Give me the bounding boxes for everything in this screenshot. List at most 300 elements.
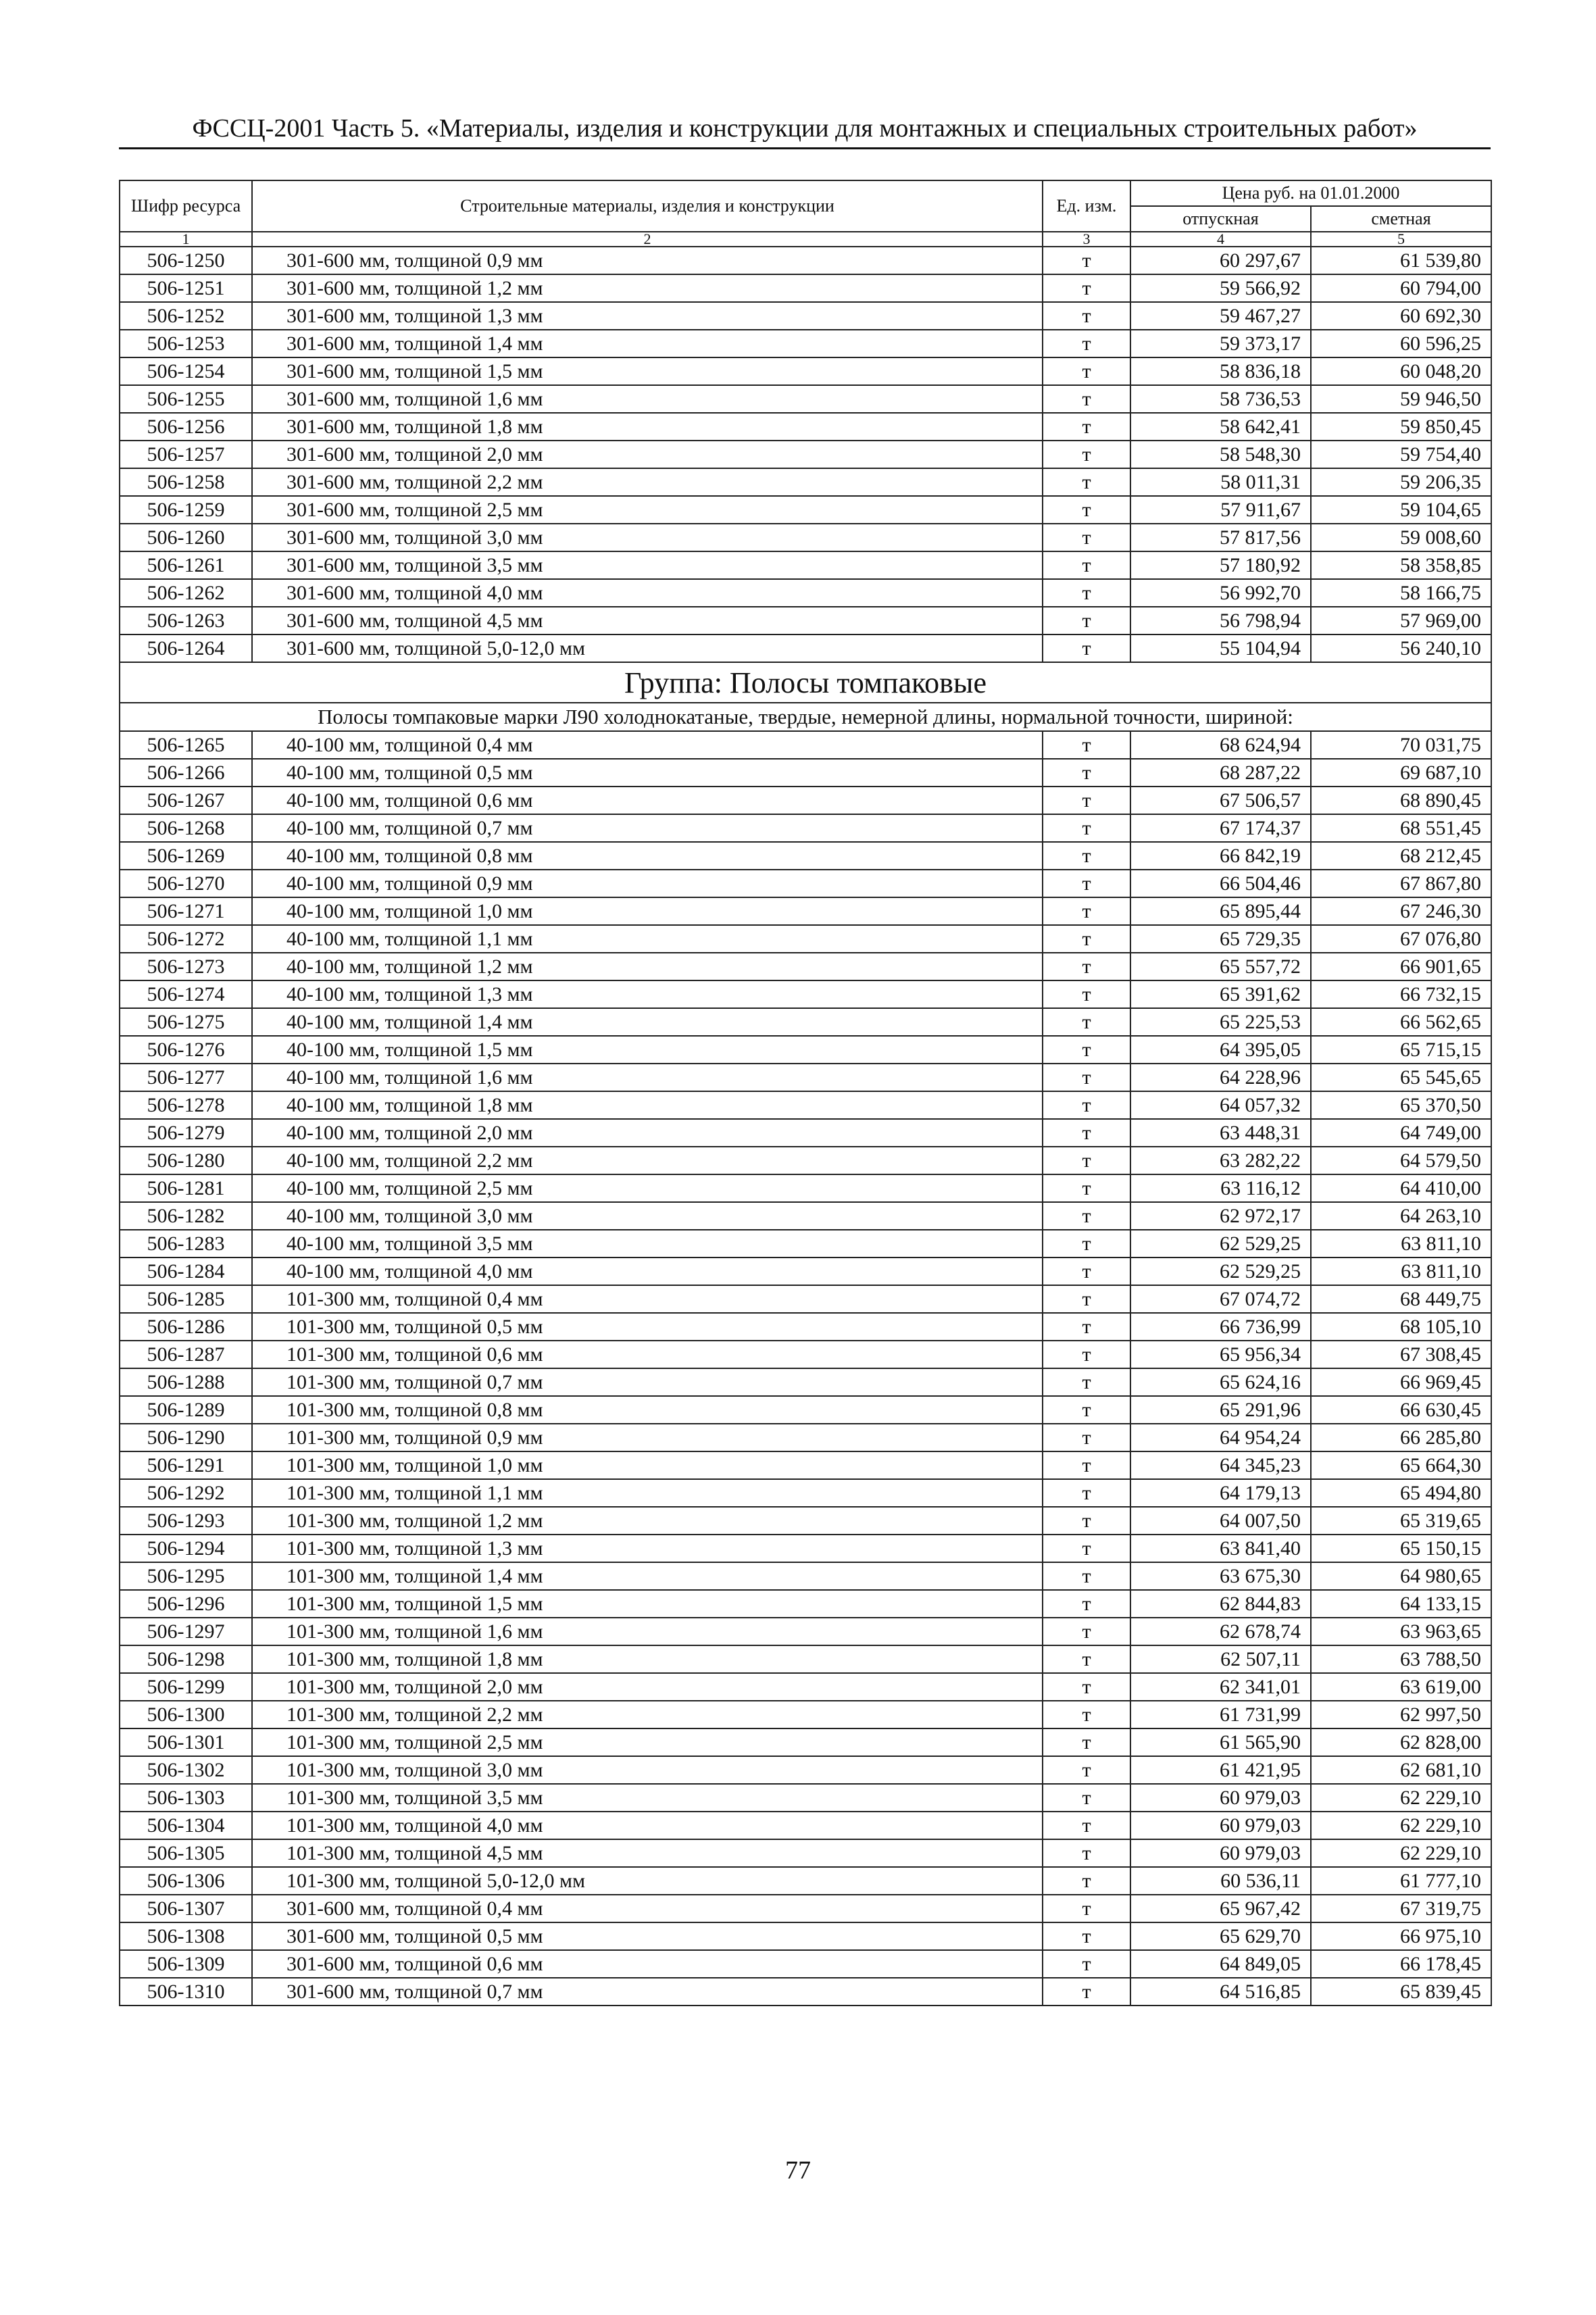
price-estimate: 63 963,65 [1311, 1618, 1491, 1645]
material-name: 101-300 мм, толщиной 1,5 мм [252, 1590, 1043, 1618]
resource-code: 506-1283 [120, 1230, 252, 1258]
unit: т [1043, 1230, 1130, 1258]
col-number: 2 [252, 232, 1043, 247]
resource-code: 506-1255 [120, 385, 252, 413]
material-name: 301-600 мм, толщиной 3,5 мм [252, 551, 1043, 579]
price-release: 62 529,25 [1130, 1258, 1311, 1285]
price-release: 62 678,74 [1130, 1618, 1311, 1645]
resource-code: 506-1310 [120, 1978, 252, 2006]
material-name: 101-300 мм, толщиной 1,1 мм [252, 1479, 1043, 1507]
resource-code: 506-1268 [120, 814, 252, 842]
price-estimate: 67 308,45 [1311, 1341, 1491, 1368]
unit: т [1043, 302, 1130, 330]
resource-code: 506-1271 [120, 897, 252, 925]
price-release: 59 566,92 [1130, 274, 1311, 302]
table-row [120, 897, 1491, 925]
price-release: 64 954,24 [1130, 1424, 1311, 1451]
table-row [120, 634, 1491, 662]
material-name: 40-100 мм, толщиной 2,5 мм [252, 1174, 1043, 1202]
price-estimate: 61 777,10 [1311, 1867, 1491, 1895]
material-name: 101-300 мм, толщиной 1,2 мм [252, 1507, 1043, 1535]
material-name: 301-600 мм, толщиной 3,0 мм [252, 524, 1043, 551]
price-estimate: 65 545,65 [1311, 1064, 1491, 1091]
resource-code: 506-1253 [120, 330, 252, 357]
unit: т [1043, 1895, 1130, 1922]
unit: т [1043, 1451, 1130, 1479]
table-row [120, 1535, 1491, 1562]
table-row [120, 274, 1491, 302]
material-name: 301-600 мм, толщиной 1,5 мм [252, 357, 1043, 385]
resource-code: 506-1285 [120, 1285, 252, 1313]
price-estimate: 57 969,00 [1311, 607, 1491, 634]
resource-code: 506-1309 [120, 1950, 252, 1978]
table-row [120, 302, 1491, 330]
unit: т [1043, 607, 1130, 634]
price-estimate: 66 178,45 [1311, 1950, 1491, 1978]
resource-code: 506-1261 [120, 551, 252, 579]
resource-code: 506-1296 [120, 1590, 252, 1618]
price-release: 65 291,96 [1130, 1396, 1311, 1424]
unit: т [1043, 1396, 1130, 1424]
material-name: 301-600 мм, толщиной 1,8 мм [252, 413, 1043, 441]
price-estimate: 67 076,80 [1311, 925, 1491, 953]
resource-code: 506-1307 [120, 1895, 252, 1922]
price-estimate: 66 562,65 [1311, 1008, 1491, 1036]
table-row [120, 787, 1491, 814]
price-release: 64 007,50 [1130, 1507, 1311, 1535]
unit: т [1043, 274, 1130, 302]
material-name: 101-300 мм, толщиной 0,7 мм [252, 1368, 1043, 1396]
table-row [120, 1922, 1491, 1950]
resource-code: 506-1308 [120, 1922, 252, 1950]
resource-code: 506-1267 [120, 787, 252, 814]
resource-code: 506-1252 [120, 302, 252, 330]
material-name: 40-100 мм, толщиной 0,9 мм [252, 870, 1043, 897]
resource-code: 506-1269 [120, 842, 252, 870]
price-estimate: 63 811,10 [1311, 1230, 1491, 1258]
table-row [120, 1064, 1491, 1091]
unit: т [1043, 1756, 1130, 1784]
price-estimate: 59 946,50 [1311, 385, 1491, 413]
price-release: 64 179,13 [1130, 1479, 1311, 1507]
resource-code: 506-1297 [120, 1618, 252, 1645]
resource-code: 506-1305 [120, 1839, 252, 1867]
price-release: 61 565,90 [1130, 1728, 1311, 1756]
material-name: 301-600 мм, толщиной 0,6 мм [252, 1950, 1043, 1978]
price-release: 61 731,99 [1130, 1701, 1311, 1728]
table-row [120, 1147, 1491, 1174]
unit: т [1043, 1174, 1130, 1202]
material-name: 40-100 мм, толщиной 1,5 мм [252, 1036, 1043, 1064]
table-body-top [120, 247, 1491, 662]
table-row [120, 607, 1491, 634]
material-name: 40-100 мм, толщиной 1,8 мм [252, 1091, 1043, 1119]
price-release: 64 228,96 [1130, 1064, 1311, 1091]
resource-code: 506-1265 [120, 731, 252, 759]
resource-code: 506-1302 [120, 1756, 252, 1784]
table-row [120, 1313, 1491, 1341]
unit: т [1043, 413, 1130, 441]
price-release: 65 629,70 [1130, 1922, 1311, 1950]
unit: т [1043, 1645, 1130, 1673]
material-name: 301-600 мм, толщиной 1,2 мм [252, 274, 1043, 302]
price-release: 57 911,67 [1130, 496, 1311, 524]
unit: т [1043, 330, 1130, 357]
page-header: ФССЦ-2001 Часть 5. «Материалы, изделия и конструкции для монтажных и специальных строительных работ» [119, 114, 1491, 149]
price-estimate: 65 319,65 [1311, 1507, 1491, 1535]
resource-code: 506-1286 [120, 1313, 252, 1341]
price-estimate: 70 031,75 [1311, 731, 1491, 759]
table-row [120, 1479, 1491, 1507]
unit: т [1043, 1784, 1130, 1812]
price-estimate: 60 794,00 [1311, 274, 1491, 302]
price-estimate: 67 867,80 [1311, 870, 1491, 897]
price-release: 67 074,72 [1130, 1285, 1311, 1313]
col-header-name: Строительные материалы, изделия и конструкции [252, 180, 1043, 232]
resource-code: 506-1256 [120, 413, 252, 441]
price-estimate: 58 166,75 [1311, 579, 1491, 607]
price-estimate: 60 048,20 [1311, 357, 1491, 385]
price-estimate: 63 788,50 [1311, 1645, 1491, 1673]
price-release: 65 729,35 [1130, 925, 1311, 953]
price-release: 57 817,56 [1130, 524, 1311, 551]
price-release: 65 225,53 [1130, 1008, 1311, 1036]
resource-code: 506-1262 [120, 579, 252, 607]
unit: т [1043, 1258, 1130, 1285]
material-name: 40-100 мм, толщиной 1,1 мм [252, 925, 1043, 953]
table-row [120, 1950, 1491, 1978]
price-release: 60 979,03 [1130, 1839, 1311, 1867]
material-name: 40-100 мм, толщиной 0,8 мм [252, 842, 1043, 870]
material-name: 40-100 мм, толщиной 0,7 мм [252, 814, 1043, 842]
resource-code: 506-1259 [120, 496, 252, 524]
material-name: 301-600 мм, толщиной 0,4 мм [252, 1895, 1043, 1922]
price-release: 62 844,83 [1130, 1590, 1311, 1618]
unit: т [1043, 1036, 1130, 1064]
table-row [120, 1784, 1491, 1812]
price-release: 59 467,27 [1130, 302, 1311, 330]
material-name: 101-300 мм, толщиной 5,0-12,0 мм [252, 1867, 1043, 1895]
material-name: 301-600 мм, толщиной 1,3 мм [252, 302, 1043, 330]
table-row [120, 330, 1491, 357]
price-release: 57 180,92 [1130, 551, 1311, 579]
resource-code: 506-1295 [120, 1562, 252, 1590]
table-row [120, 1451, 1491, 1479]
resource-code: 506-1306 [120, 1867, 252, 1895]
price-estimate: 66 975,10 [1311, 1922, 1491, 1950]
table-row [120, 1645, 1491, 1673]
price-estimate: 59 850,45 [1311, 413, 1491, 441]
resource-code: 506-1273 [120, 953, 252, 980]
unit: т [1043, 1978, 1130, 2006]
material-name: 101-300 мм, толщиной 2,2 мм [252, 1701, 1043, 1728]
price-release: 60 979,03 [1130, 1784, 1311, 1812]
price-estimate: 67 319,75 [1311, 1895, 1491, 1922]
material-name: 101-300 мм, толщиной 3,0 мм [252, 1756, 1043, 1784]
page-number: 77 [785, 2156, 811, 2185]
price-release: 65 391,62 [1130, 980, 1311, 1008]
table-row [120, 1036, 1491, 1064]
price-release: 67 506,57 [1130, 787, 1311, 814]
price-release: 55 104,94 [1130, 634, 1311, 662]
table-row [120, 247, 1491, 274]
resource-code: 506-1289 [120, 1396, 252, 1424]
table-row [120, 1174, 1491, 1202]
unit: т [1043, 247, 1130, 274]
resource-code: 506-1282 [120, 1202, 252, 1230]
price-release: 62 507,11 [1130, 1645, 1311, 1673]
resource-code: 506-1287 [120, 1341, 252, 1368]
price-estimate: 62 997,50 [1311, 1701, 1491, 1728]
table-row [120, 496, 1491, 524]
col-header-unit: Ед. изм. [1043, 180, 1130, 232]
unit: т [1043, 1867, 1130, 1895]
unit: т [1043, 1950, 1130, 1978]
price-estimate: 64 263,10 [1311, 1202, 1491, 1230]
price-estimate: 62 229,10 [1311, 1812, 1491, 1839]
resource-code: 506-1298 [120, 1645, 252, 1673]
table-row [120, 413, 1491, 441]
material-name: 101-300 мм, толщиной 0,9 мм [252, 1424, 1043, 1451]
price-estimate: 59 008,60 [1311, 524, 1491, 551]
material-name: 40-100 мм, толщиной 0,6 мм [252, 787, 1043, 814]
unit: т [1043, 1922, 1130, 1950]
col-header-price-release: отпускная [1130, 206, 1311, 232]
material-name: 301-600 мм, толщиной 0,7 мм [252, 1978, 1043, 2006]
table-row [120, 1119, 1491, 1147]
price-release: 56 992,70 [1130, 579, 1311, 607]
material-name: 101-300 мм, толщиной 2,0 мм [252, 1673, 1043, 1701]
price-estimate: 62 828,00 [1311, 1728, 1491, 1756]
table-row [120, 441, 1491, 468]
material-name: 101-300 мм, толщиной 3,5 мм [252, 1784, 1043, 1812]
price-release: 64 345,23 [1130, 1451, 1311, 1479]
price-release: 65 895,44 [1130, 897, 1311, 925]
unit: т [1043, 385, 1130, 413]
price-release: 66 736,99 [1130, 1313, 1311, 1341]
price-release: 63 116,12 [1130, 1174, 1311, 1202]
price-release: 60 297,67 [1130, 247, 1311, 274]
unit: т [1043, 551, 1130, 579]
price-estimate: 63 811,10 [1311, 1258, 1491, 1285]
price-estimate: 65 715,15 [1311, 1036, 1491, 1064]
price-release: 67 174,37 [1130, 814, 1311, 842]
material-name: 40-100 мм, толщиной 1,6 мм [252, 1064, 1043, 1091]
table-row [120, 1701, 1491, 1728]
unit: т [1043, 787, 1130, 814]
col-number: 1 [120, 232, 252, 247]
material-name: 101-300 мм, толщиной 2,5 мм [252, 1728, 1043, 1756]
table-row [120, 385, 1491, 413]
table-row [120, 1590, 1491, 1618]
resource-code: 506-1290 [120, 1424, 252, 1451]
table-body-bottom [120, 731, 1491, 2006]
col-header-code: Шифр ресурса [120, 180, 252, 232]
unit: т [1043, 1812, 1130, 1839]
resource-code: 506-1278 [120, 1091, 252, 1119]
unit: т [1043, 1119, 1130, 1147]
table-row [120, 814, 1491, 842]
table-row [120, 1867, 1491, 1895]
price-estimate: 59 206,35 [1311, 468, 1491, 496]
price-estimate: 56 240,10 [1311, 634, 1491, 662]
table-row [120, 1091, 1491, 1119]
price-release: 63 448,31 [1130, 1119, 1311, 1147]
price-estimate: 66 732,15 [1311, 980, 1491, 1008]
resource-code: 506-1270 [120, 870, 252, 897]
unit: т [1043, 870, 1130, 897]
unit: т [1043, 1313, 1130, 1341]
unit: т [1043, 1618, 1130, 1645]
col-header-price: Цена руб. на 01.01.2000 [1130, 180, 1491, 206]
table-row [120, 524, 1491, 551]
unit: т [1043, 1091, 1130, 1119]
resource-code: 506-1292 [120, 1479, 252, 1507]
col-number: 3 [1043, 232, 1130, 247]
table-row [120, 953, 1491, 980]
unit: т [1043, 1202, 1130, 1230]
unit: т [1043, 953, 1130, 980]
material-name: 101-300 мм, толщиной 1,0 мм [252, 1451, 1043, 1479]
table-row [120, 1895, 1491, 1922]
price-release: 65 624,16 [1130, 1368, 1311, 1396]
price-release: 58 011,31 [1130, 468, 1311, 496]
unit: т [1043, 1064, 1130, 1091]
resource-code: 506-1291 [120, 1451, 252, 1479]
table-row [120, 357, 1491, 385]
resource-code: 506-1276 [120, 1036, 252, 1064]
table-row [120, 1008, 1491, 1036]
unit: т [1043, 634, 1130, 662]
table-row [120, 925, 1491, 953]
price-estimate: 62 229,10 [1311, 1839, 1491, 1867]
material-name: 301-600 мм, толщиной 0,9 мм [252, 247, 1043, 274]
price-release: 60 979,03 [1130, 1812, 1311, 1839]
group-description: Полосы томпаковые марки Л90 холоднокатаные, твердые, немерной длины, нормальной точности, шириной: [120, 703, 1491, 731]
resource-code: 506-1263 [120, 607, 252, 634]
table-row [120, 731, 1491, 759]
material-name: 301-600 мм, толщиной 5,0-12,0 мм [252, 634, 1043, 662]
resource-code: 506-1258 [120, 468, 252, 496]
material-name: 40-100 мм, толщиной 1,4 мм [252, 1008, 1043, 1036]
price-release: 65 956,34 [1130, 1341, 1311, 1368]
material-name: 301-600 мм, толщиной 1,4 мм [252, 330, 1043, 357]
price-release: 66 504,46 [1130, 870, 1311, 897]
unit: т [1043, 1701, 1130, 1728]
unit: т [1043, 1368, 1130, 1396]
price-estimate: 61 539,80 [1311, 247, 1491, 274]
material-name: 101-300 мм, толщиной 1,3 мм [252, 1535, 1043, 1562]
material-name: 101-300 мм, толщиной 1,6 мм [252, 1618, 1043, 1645]
material-name: 101-300 мм, толщиной 0,5 мм [252, 1313, 1043, 1341]
material-name: 40-100 мм, толщиной 1,0 мм [252, 897, 1043, 925]
resource-code: 506-1274 [120, 980, 252, 1008]
material-name: 40-100 мм, толщиной 3,0 мм [252, 1202, 1043, 1230]
material-name: 301-600 мм, толщиной 2,0 мм [252, 441, 1043, 468]
table-row [120, 1341, 1491, 1368]
price-release: 58 642,41 [1130, 413, 1311, 441]
resource-code: 506-1260 [120, 524, 252, 551]
table-row [120, 468, 1491, 496]
col-number: 5 [1311, 232, 1491, 247]
unit: т [1043, 468, 1130, 496]
price-table [119, 180, 1492, 2006]
resource-code: 506-1277 [120, 1064, 252, 1091]
price-release: 58 836,18 [1130, 357, 1311, 385]
table-row [120, 1756, 1491, 1784]
unit: т [1043, 1673, 1130, 1701]
price-estimate: 65 839,45 [1311, 1978, 1491, 2006]
table-row [120, 579, 1491, 607]
table-row [120, 1258, 1491, 1285]
price-release: 62 341,01 [1130, 1673, 1311, 1701]
resource-code: 506-1288 [120, 1368, 252, 1396]
unit: т [1043, 1008, 1130, 1036]
price-release: 60 536,11 [1130, 1867, 1311, 1895]
price-release: 63 282,22 [1130, 1147, 1311, 1174]
price-estimate: 67 246,30 [1311, 897, 1491, 925]
price-estimate: 64 410,00 [1311, 1174, 1491, 1202]
material-name: 40-100 мм, толщиной 3,5 мм [252, 1230, 1043, 1258]
price-release: 58 548,30 [1130, 441, 1311, 468]
price-estimate: 63 619,00 [1311, 1673, 1491, 1701]
price-estimate: 62 681,10 [1311, 1756, 1491, 1784]
price-release: 56 798,94 [1130, 607, 1311, 634]
price-estimate: 65 664,30 [1311, 1451, 1491, 1479]
group-section [120, 662, 1491, 731]
price-release: 66 842,19 [1130, 842, 1311, 870]
price-release: 59 373,17 [1130, 330, 1311, 357]
table-row [120, 1618, 1491, 1645]
unit: т [1043, 1147, 1130, 1174]
price-estimate: 59 104,65 [1311, 496, 1491, 524]
resource-code: 506-1272 [120, 925, 252, 953]
price-release: 62 529,25 [1130, 1230, 1311, 1258]
price-estimate: 69 687,10 [1311, 759, 1491, 787]
unit: т [1043, 441, 1130, 468]
unit: т [1043, 1507, 1130, 1535]
resource-code: 506-1300 [120, 1701, 252, 1728]
material-name: 101-300 мм, толщиной 1,8 мм [252, 1645, 1043, 1673]
material-name: 101-300 мм, толщиной 1,4 мм [252, 1562, 1043, 1590]
price-estimate: 68 212,45 [1311, 842, 1491, 870]
table-row [120, 842, 1491, 870]
material-name: 301-600 мм, толщиной 1,6 мм [252, 385, 1043, 413]
material-name: 101-300 мм, толщиной 4,0 мм [252, 1812, 1043, 1839]
unit: т [1043, 496, 1130, 524]
price-release: 63 841,40 [1130, 1535, 1311, 1562]
unit: т [1043, 1285, 1130, 1313]
unit: т [1043, 1424, 1130, 1451]
price-estimate: 66 630,45 [1311, 1396, 1491, 1424]
unit: т [1043, 524, 1130, 551]
table-row [120, 980, 1491, 1008]
unit: т [1043, 925, 1130, 953]
resource-code: 506-1257 [120, 441, 252, 468]
material-name: 301-600 мм, толщиной 2,5 мм [252, 496, 1043, 524]
price-estimate: 68 551,45 [1311, 814, 1491, 842]
price-estimate: 66 901,65 [1311, 953, 1491, 980]
price-estimate: 66 969,45 [1311, 1368, 1491, 1396]
price-estimate: 68 890,45 [1311, 787, 1491, 814]
material-name: 40-100 мм, толщиной 2,0 мм [252, 1119, 1043, 1147]
price-estimate: 65 494,80 [1311, 1479, 1491, 1507]
material-name: 40-100 мм, толщиной 0,4 мм [252, 731, 1043, 759]
price-release: 68 287,22 [1130, 759, 1311, 787]
resource-code: 506-1299 [120, 1673, 252, 1701]
unit: т [1043, 1839, 1130, 1867]
unit: т [1043, 1590, 1130, 1618]
